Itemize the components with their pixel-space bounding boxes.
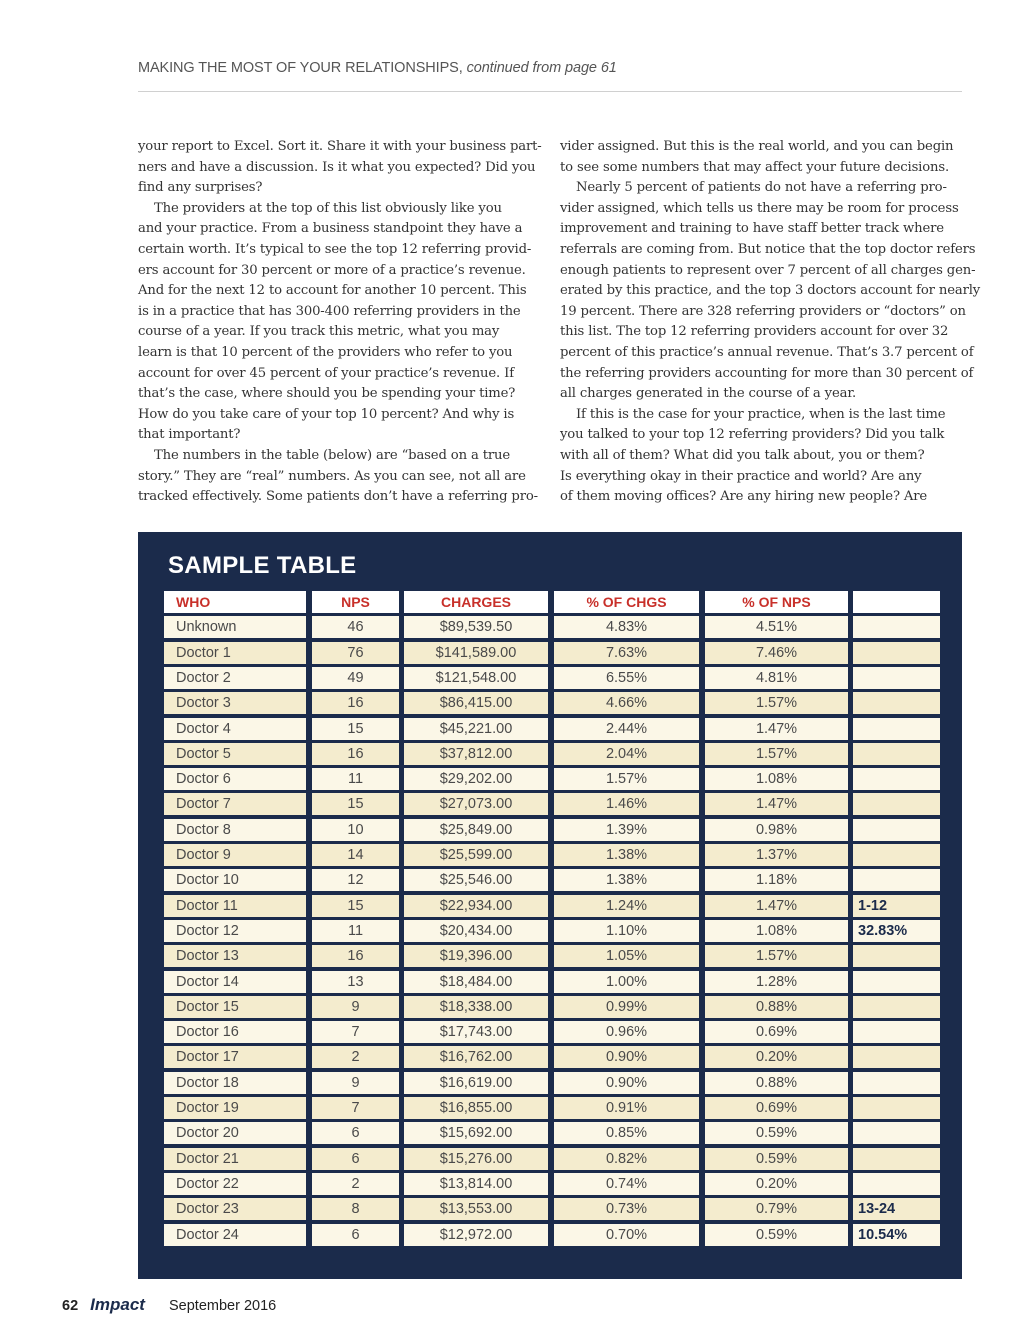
table-cell-charges: $37,812.00: [404, 743, 548, 765]
table-cell-pct-chgs: 0.74%: [554, 1173, 699, 1195]
table-cell-pct-nps: 1.47%: [705, 895, 848, 917]
body-text-line: find any surprises?: [138, 180, 263, 196]
table-cell-who: Doctor 18: [164, 1072, 306, 1094]
table-cell-group: [853, 1097, 940, 1119]
table-cell-pct-chgs: 1.38%: [554, 869, 699, 891]
table-cell-who: Doctor 8: [164, 819, 306, 841]
table-cell-who: Doctor 9: [164, 844, 306, 866]
table-cell-nps: 8: [312, 1198, 399, 1220]
table-cell-group: 1-12: [853, 895, 940, 917]
table-cell-nps: 15: [312, 718, 399, 740]
table-cell-pct-nps: 1.28%: [705, 971, 848, 993]
table-cell-charges: $20,434.00: [404, 920, 548, 942]
table-cell-charges: $13,814.00: [404, 1173, 548, 1195]
body-text-line: vider assigned. But this is the real world, and you can begin: [560, 139, 954, 154]
table-cell-charges: $16,762.00: [404, 1046, 548, 1068]
body-text-line: improvement and training to have staff better track where: [560, 221, 944, 237]
body-text-line: Is everything okay in their practice and world? Are any: [560, 468, 922, 484]
column-header-charges: CHARGES: [404, 591, 548, 613]
table-cell-group: [853, 869, 940, 891]
table-cell-charges: $18,338.00: [404, 996, 548, 1018]
body-text-line: you talked to your top 12 referring providers? Did you talk: [560, 427, 945, 443]
table-cell-pct-nps: 1.08%: [705, 768, 848, 790]
table-cell-charges: $25,849.00: [404, 819, 548, 841]
table-cell-group: [853, 793, 940, 815]
sample-table-panel: [138, 532, 962, 1279]
column-header-who: WHO: [164, 591, 306, 613]
body-text-line: tracked effectively. Some patients don’t have a referring pro-: [138, 489, 538, 505]
body-text-line: vider assigned, which tells us there may be room for process: [560, 200, 959, 216]
body-text-line: course of a year. If you track this metric, what you may: [138, 324, 500, 340]
table-cell-pct-chgs: 0.73%: [554, 1198, 699, 1220]
table-cell-pct-chgs: 1.57%: [554, 768, 699, 790]
table-cell-pct-nps: 4.51%: [705, 616, 848, 638]
body-text-line: certain worth. It’s typical to see the top 12 referring provid-: [138, 241, 532, 257]
body-text-line: The providers at the top of this list obviously like you: [154, 200, 502, 216]
body-text-line: that’s the case, where should you be spending your time?: [138, 386, 516, 402]
table-cell-pct-nps: 0.88%: [705, 996, 848, 1018]
table-cell-group: 10.54%: [853, 1224, 940, 1246]
table-cell-pct-nps: 1.57%: [705, 743, 848, 765]
table-cell-charges: $89,539.50: [404, 616, 548, 638]
table-cell-who: Doctor 10: [164, 869, 306, 891]
table-cell-who: Doctor 7: [164, 793, 306, 815]
table-cell-group: 32.83%: [853, 920, 940, 942]
table-cell-who: Doctor 4: [164, 718, 306, 740]
table-cell-pct-chgs: 0.82%: [554, 1148, 699, 1170]
table-cell-pct-nps: 7.46%: [705, 642, 848, 664]
table-cell-who: Doctor 24: [164, 1224, 306, 1246]
table-cell-pct-nps: 0.20%: [705, 1173, 848, 1195]
table-cell-pct-nps: 0.59%: [705, 1224, 848, 1246]
table-cell-nps: 15: [312, 895, 399, 917]
body-text-line: How do you take care of your top 10 percent? And why is: [138, 406, 515, 422]
table-cell-charges: $15,692.00: [404, 1122, 548, 1144]
table-cell-pct-chgs: 1.05%: [554, 945, 699, 967]
body-text-line: this list. The top 12 referring providers account for over 32: [560, 324, 949, 340]
table-cell-nps: 14: [312, 844, 399, 866]
table-cell-nps: 16: [312, 743, 399, 765]
table-cell-who: Doctor 23: [164, 1198, 306, 1220]
table-cell-nps: 7: [312, 1097, 399, 1119]
table-cell-pct-chgs: 1.39%: [554, 819, 699, 841]
table-cell-charges: $17,743.00: [404, 1021, 548, 1043]
table-cell-nps: 2: [312, 1046, 399, 1068]
table-cell-charges: $25,599.00: [404, 844, 548, 866]
publication-logo: Impact: [90, 1295, 145, 1314]
body-text-line: learn is that 10 percent of the providers who refer to you: [138, 344, 513, 360]
table-cell-pct-chgs: 1.10%: [554, 920, 699, 942]
body-text-line: Nearly 5 percent of patients do not have a referring pro-: [576, 180, 947, 196]
table-cell-who: Doctor 17: [164, 1046, 306, 1068]
table-cell-group: [853, 844, 940, 866]
table-cell-charges: $16,619.00: [404, 1072, 548, 1094]
table-cell-charges: $121,548.00: [404, 667, 548, 689]
table-cell-nps: 6: [312, 1224, 399, 1246]
body-text-line: erated by this practice, and the top 3 doctors account for nearly: [560, 283, 981, 299]
table-cell-nps: 6: [312, 1148, 399, 1170]
table-cell-charges: $86,415.00: [404, 692, 548, 714]
table-cell-group: [853, 1148, 940, 1170]
table-cell-nps: 7: [312, 1021, 399, 1043]
table-cell-group: [853, 1122, 940, 1144]
table-cell-pct-chgs: 0.90%: [554, 1072, 699, 1094]
table-cell-charges: $22,934.00: [404, 895, 548, 917]
body-text-line: story.” They are “real” numbers. As you can see, not all are: [138, 468, 526, 484]
table-cell-who: Doctor 14: [164, 971, 306, 993]
page-number: 62: [62, 1298, 79, 1314]
table-cell-group: [853, 945, 940, 967]
table-cell-nps: 13: [312, 971, 399, 993]
table-cell-pct-nps: 0.59%: [705, 1148, 848, 1170]
table-cell-pct-nps: 0.79%: [705, 1198, 848, 1220]
body-text-line: all charges generated in the course of a year.: [560, 386, 857, 402]
body-text-line: ers account for 30 percent or more of a practice’s revenue.: [138, 262, 526, 278]
column-header-nps: NPS: [312, 591, 399, 613]
table-cell-pct-chgs: 2.44%: [554, 718, 699, 740]
table-cell-charges: $15,276.00: [404, 1148, 548, 1170]
running-head-title: MAKING THE MOST OF YOUR RELATIONSHIPS,: [138, 60, 463, 76]
table-cell-nps: 10: [312, 819, 399, 841]
table-cell-group: [853, 642, 940, 664]
table-cell-nps: 49: [312, 667, 399, 689]
table-cell-who: Doctor 3: [164, 692, 306, 714]
body-text-line: The numbers in the table (below) are “based on a true: [154, 447, 511, 463]
table-cell-group: [853, 1072, 940, 1094]
table-cell-who: Doctor 12: [164, 920, 306, 942]
table-cell-charges: $18,484.00: [404, 971, 548, 993]
table-cell-pct-nps: 0.69%: [705, 1021, 848, 1043]
column-header-group: [853, 591, 940, 613]
table-cell-who: Unknown: [164, 616, 306, 638]
table-cell-pct-chgs: 0.96%: [554, 1021, 699, 1043]
table-cell-pct-chgs: 2.04%: [554, 743, 699, 765]
issue-date: September 2016: [169, 1298, 277, 1314]
body-text-line: enough patients to represent over 7 percent of all charges gen-: [560, 262, 976, 278]
table-cell-who: Doctor 15: [164, 996, 306, 1018]
body-text-line: to see some numbers that may affect your future decisions.: [560, 159, 950, 175]
table-cell-pct-nps: 4.81%: [705, 667, 848, 689]
table-cell-nps: 9: [312, 996, 399, 1018]
table-cell-pct-chgs: 4.83%: [554, 616, 699, 638]
table-cell-nps: 9: [312, 1072, 399, 1094]
table-cell-group: [853, 819, 940, 841]
table-cell-pct-chgs: 7.63%: [554, 642, 699, 664]
table-cell-pct-nps: 1.47%: [705, 718, 848, 740]
table-cell-pct-nps: 0.88%: [705, 1072, 848, 1094]
table-cell-nps: 11: [312, 920, 399, 942]
table-cell-pct-chgs: 1.24%: [554, 895, 699, 917]
table-cell-pct-nps: 1.18%: [705, 869, 848, 891]
table-cell-charges: $12,972.00: [404, 1224, 548, 1246]
table-cell-group: [853, 718, 940, 740]
table-cell-who: Doctor 19: [164, 1097, 306, 1119]
column-header-pct-nps: % OF NPS: [705, 591, 848, 613]
table-cell-pct-nps: 0.69%: [705, 1097, 848, 1119]
table-cell-who: Doctor 13: [164, 945, 306, 967]
body-text-line: and your practice. From a business standpoint they have a: [138, 221, 523, 237]
table-cell-charges: $25,546.00: [404, 869, 548, 891]
table-cell-who: Doctor 6: [164, 768, 306, 790]
header-divider: [138, 91, 962, 92]
table-cell-group: [853, 971, 940, 993]
table-cell-group: [853, 1046, 940, 1068]
table-cell-pct-chgs: 0.91%: [554, 1097, 699, 1119]
table-cell-pct-nps: 0.20%: [705, 1046, 848, 1068]
table-cell-pct-chgs: 0.99%: [554, 996, 699, 1018]
table-cell-nps: 11: [312, 768, 399, 790]
body-text-line: account for over 45 percent of your practice’s revenue. If: [138, 365, 514, 381]
table-cell-group: [853, 1021, 940, 1043]
table-cell-group: 13-24: [853, 1198, 940, 1220]
table-cell-pct-nps: 1.47%: [705, 793, 848, 815]
table-cell-pct-chgs: 1.00%: [554, 971, 699, 993]
table-cell-pct-nps: 0.59%: [705, 1122, 848, 1144]
table-cell-group: [853, 667, 940, 689]
column-header-pct-chgs: % OF CHGS: [554, 591, 699, 613]
table-cell-pct-chgs: 1.46%: [554, 793, 699, 815]
table-cell-nps: 15: [312, 793, 399, 815]
body-text-line: is in a practice that has 300-400 referring providers in the: [138, 303, 521, 319]
running-head-continued: continued from page 61: [462, 60, 617, 76]
body-text-line: your report to Excel. Sort it. Share it with your business part-: [138, 139, 542, 154]
table-cell-who: Doctor 2: [164, 667, 306, 689]
table-cell-group: [853, 996, 940, 1018]
table-cell-charges: $27,073.00: [404, 793, 548, 815]
page-footer: [62, 1295, 276, 1315]
table-cell-pct-chgs: 0.70%: [554, 1224, 699, 1246]
table-cell-charges: $16,855.00: [404, 1097, 548, 1119]
table-cell-who: Doctor 1: [164, 642, 306, 664]
table-cell-who: Doctor 5: [164, 743, 306, 765]
table-cell-nps: 16: [312, 692, 399, 714]
table-cell-charges: $13,553.00: [404, 1198, 548, 1220]
body-text-line: of them moving offices? Are any hiring new people? Are: [560, 489, 928, 505]
body-text-line: referrals are coming from. But notice that the top doctor refers: [560, 241, 976, 257]
article-column-left: [138, 137, 540, 508]
table-cell-who: Doctor 22: [164, 1173, 306, 1195]
table-cell-charges: $29,202.00: [404, 768, 548, 790]
table-cell-pct-chgs: 4.66%: [554, 692, 699, 714]
table-title: SAMPLE TABLE: [168, 552, 357, 579]
table-cell-who: Doctor 21: [164, 1148, 306, 1170]
table-cell-nps: 46: [312, 616, 399, 638]
table-cell-pct-nps: 0.98%: [705, 819, 848, 841]
table-cell-nps: 16: [312, 945, 399, 967]
table-cell-pct-chgs: 0.90%: [554, 1046, 699, 1068]
table-cell-nps: 12: [312, 869, 399, 891]
table-cell-pct-chgs: 6.55%: [554, 667, 699, 689]
body-text-line: the referring providers accounting for more than 30 percent of: [560, 365, 974, 381]
body-text-line: percent of this practice’s annual revenue. That’s 3.7 percent of: [560, 344, 974, 360]
table-cell-pct-nps: 1.57%: [705, 692, 848, 714]
table-cell-who: Doctor 11: [164, 895, 306, 917]
table-cell-group: [853, 768, 940, 790]
table-cell-group: [853, 692, 940, 714]
table-cell-pct-chgs: 0.85%: [554, 1122, 699, 1144]
table-cell-pct-nps: 1.08%: [705, 920, 848, 942]
body-text-line: And for the next 12 to account for another 10 percent. This: [138, 283, 527, 299]
table-cell-who: Doctor 20: [164, 1122, 306, 1144]
table-cell-pct-nps: 1.37%: [705, 844, 848, 866]
table-cell-pct-chgs: 1.38%: [554, 844, 699, 866]
table-cell-group: [853, 616, 940, 638]
table-cell-charges: $45,221.00: [404, 718, 548, 740]
body-text-line: 19 percent. There are 328 referring providers or “doctors” on: [560, 303, 966, 319]
table-cell-pct-nps: 1.57%: [705, 945, 848, 967]
table-cell-charges: $141,589.00: [404, 642, 548, 664]
table-cell-nps: 6: [312, 1122, 399, 1144]
body-text-line: ners and have a discussion. Is it what you expected? Did you: [138, 159, 536, 175]
body-text-line: that important?: [138, 427, 241, 443]
table-cell-nps: 2: [312, 1173, 399, 1195]
running-head: [138, 60, 617, 76]
table-cell-group: [853, 743, 940, 765]
table-cell-group: [853, 1173, 940, 1195]
body-text-line: If this is the case for your practice, when is the last time: [576, 406, 946, 422]
article-column-right: [560, 137, 981, 508]
table-cell-who: Doctor 16: [164, 1021, 306, 1043]
table-cell-charges: $19,396.00: [404, 945, 548, 967]
table-cell-nps: 76: [312, 642, 399, 664]
body-text-line: with all of them? What did you talk about, you or them?: [560, 447, 925, 463]
